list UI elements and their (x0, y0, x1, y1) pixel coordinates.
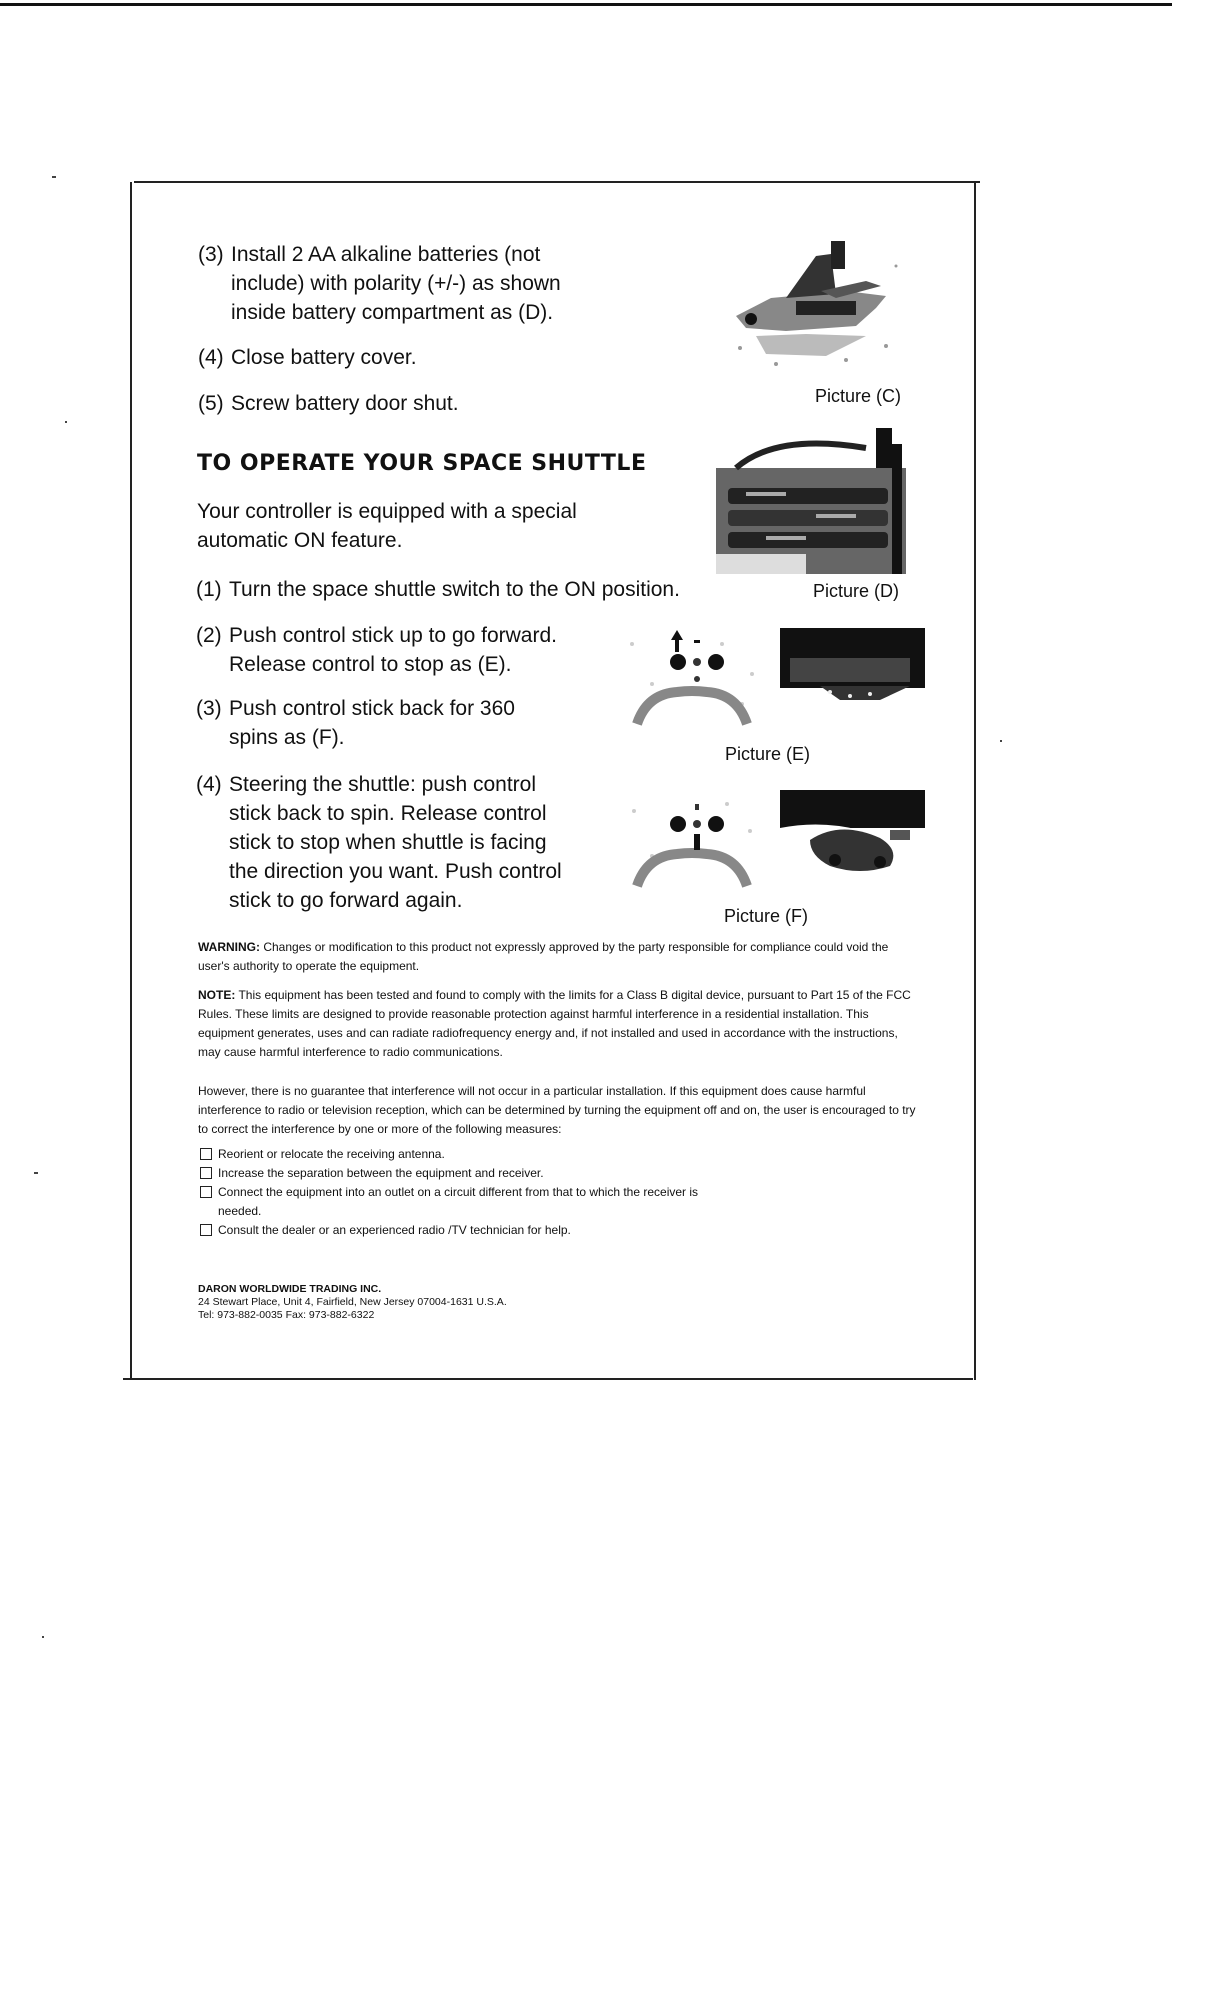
step-number: (4) (196, 773, 222, 796)
step-text: the direction you want. Push control (229, 860, 562, 883)
step-text: Screw battery door shut. (231, 392, 459, 415)
picture-c-caption: Picture (C) (815, 386, 902, 406)
company-address: 24 Stewart Place, Unit 4, Fairfield, New Jersey 07004-1631 U.S.A. (198, 1296, 507, 1308)
top-rule (0, 3, 1172, 6)
checkbox-square-icon (200, 1148, 212, 1160)
step-number: (4) (198, 346, 224, 369)
picture-e-controller-image (622, 624, 762, 734)
step-text: stick to stop when shuttle is facing (229, 831, 547, 854)
operate-step-1 (196, 575, 680, 604)
company-contact: Tel: 973-882-0035 Fax: 973-882-6322 (198, 1309, 375, 1321)
step-number: (1) (196, 578, 222, 601)
intro-line: automatic ON feature. (197, 529, 403, 552)
note-paragraph (198, 986, 923, 1062)
intro-paragraph (197, 497, 577, 555)
install-step-4 (198, 343, 417, 372)
step-number: (5) (198, 392, 224, 415)
company-name: DARON WORLDWIDE TRADING INC. (198, 1283, 382, 1295)
scan-speck (52, 176, 56, 178)
picture-e-shuttle-image (780, 628, 925, 708)
however-paragraph: However, there is no guarantee that interference will not occur in a particular installation. If this equipment does cause harmful interference to radio or television reception, which can be determined by turning the equipment off and on, the user is encouraged to try to correct the interference by one or more of the following measures: (198, 1084, 916, 1136)
scan-speck (34, 1172, 38, 1174)
checkbox-square-icon (200, 1167, 212, 1179)
step-text: Install 2 AA alkaline batteries (not (231, 243, 541, 266)
scan-speck (42, 1636, 44, 1638)
list-item (200, 1164, 700, 1183)
step-number: (3) (196, 697, 222, 720)
list-item (200, 1145, 700, 1164)
checkbox-square-icon (200, 1186, 212, 1198)
picture-e-caption: Picture (E) (725, 744, 811, 764)
step-text: Push control stick back for 360 (229, 697, 515, 720)
step-text: Steering the shuttle: push control (229, 773, 537, 796)
list-item (200, 1183, 700, 1221)
step-text: Turn the space shuttle switch to the ON position. (229, 578, 680, 601)
step-text: stick back to spin. Release control (229, 802, 547, 825)
list-item (200, 1221, 700, 1240)
measures-list (200, 1145, 700, 1240)
page-border-bottom (123, 1378, 973, 1380)
picture-d-caption: Picture (D) (813, 581, 900, 601)
step-text: stick to go forward again. (229, 889, 463, 912)
operate-step-2 (196, 621, 557, 679)
picture-c-shuttle-image (726, 236, 906, 376)
note-label: NOTE: (198, 988, 236, 1002)
warning-paragraph (198, 938, 923, 976)
section-heading: TO OPERATE YOUR SPACE SHUTTLE (197, 451, 647, 476)
step-text: include) with polarity (+/-) as shown (231, 272, 561, 295)
company-info (198, 1283, 507, 1322)
step-text: spins as (F). (229, 726, 345, 749)
step-text: Close battery cover. (231, 346, 417, 369)
scan-speck (65, 421, 67, 423)
operate-step-4 (196, 770, 562, 915)
picture-f-controller-image (622, 786, 762, 896)
install-step-5 (198, 389, 459, 418)
picture-d-battery-image (716, 428, 906, 574)
measure-text: Increase the separation between the equipment and receiver. (218, 1166, 544, 1180)
step-number: (3) (198, 243, 224, 266)
scan-speck (1000, 740, 1002, 742)
warning-label: WARNING: (198, 940, 260, 954)
checkbox-square-icon (200, 1224, 212, 1236)
warning-text: Changes or modification to this product not expressly approved by the party responsible for compliance could void the user's authority to operate the equipment. (198, 940, 889, 973)
intro-line: Your controller is equipped with a special (197, 500, 577, 523)
step-text: Release control to stop as (E). (229, 653, 512, 676)
measure-text: Consult the dealer or an experienced radio /TV technician for help. (218, 1223, 571, 1237)
picture-f-caption: Picture (F) (724, 906, 809, 926)
step-number: (2) (196, 624, 222, 647)
operate-step-3 (196, 694, 515, 752)
measure-text: Reorient or relocate the receiving antenna. (218, 1147, 445, 1161)
picture-f-shuttle-image (780, 790, 925, 880)
measure-text: Connect the equipment into an outlet on a circuit different from that to which the receiver is needed. (218, 1185, 699, 1218)
note-text: This equipment has been tested and found to comply with the limits for a Class B digital device, pursuant to Part 15 of the FCC Rules. These limits are designed to provide reasonable protection against harmful interference in a residential installation. This equipment generates, uses and can radiate radiofrequency energy and, if not installed and used in accordance with the instructions, may cause harmful interference to radio communications. (198, 988, 911, 1059)
step-text: inside battery compartment as (D). (231, 301, 554, 324)
install-step-3 (198, 240, 561, 327)
step-text: Push control stick up to go forward. (229, 624, 557, 647)
